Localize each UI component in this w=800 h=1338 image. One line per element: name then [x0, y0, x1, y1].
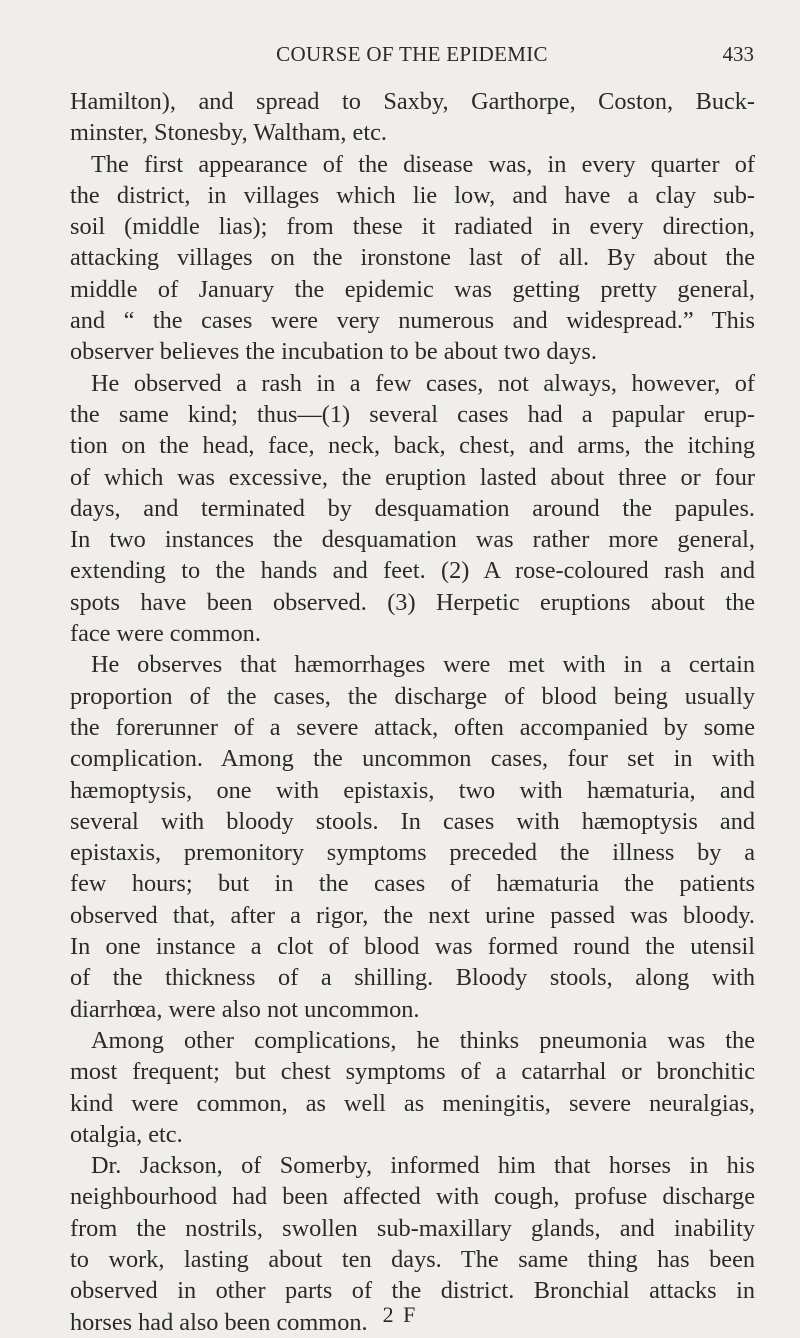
text-line: from the nostrils, swollen sub-maxillary glands, and inability — [70, 1214, 755, 1242]
text-line: He observed a rash in a few cases, not always, however, of — [91, 369, 755, 397]
text-line: and “ the cases were very numerous and widespread.” This — [70, 307, 755, 335]
text-line: attacking villages on the ironstone last of all. By about the — [70, 244, 755, 272]
text-line: In one instance a clot of blood was formed round the utensil — [70, 933, 755, 961]
text-line: soil (middle lias); from these it radiated in every direction, — [70, 213, 755, 241]
text-line: observed that, after a rigor, the next urine passed was bloody. — [70, 901, 755, 929]
text-line: hæmoptysis, one with epistaxis, two with hæmaturia, and — [70, 776, 755, 804]
text-line: proportion of the cases, the discharge of blood being usually — [70, 682, 755, 710]
text-line: extending to the hands and feet. (2) A rose-coloured rash and — [70, 557, 755, 585]
text-line: horses had also been common. — [70, 1308, 368, 1336]
text-line: middle of January the epidemic was getting pretty general, — [70, 275, 755, 303]
text-line: of the thickness of a shilling. Bloody stools, along with — [70, 964, 755, 992]
text-line: to work, lasting about ten days. The same thing has been — [70, 1245, 755, 1273]
text-line: epistaxis, premonitory symptoms preceded the illness by a — [70, 839, 755, 867]
text-line: the forerunner of a severe attack, often accompanied by some — [70, 713, 755, 741]
text-line: days, and terminated by desquamation around the papules. — [70, 494, 755, 522]
text-line: the district, in villages which lie low, and have a clay sub- — [70, 181, 755, 209]
text-line: observed in other parts of the district. Bronchial attacks in — [70, 1277, 755, 1305]
text-line: most frequent; but chest symptoms of a catarrhal or bronchitic — [70, 1058, 755, 1086]
text-line: The first appearance of the disease was, in every quarter of — [91, 150, 755, 178]
text-line: Dr. Jackson, of Somerby, informed him that horses in his — [91, 1152, 755, 1180]
body-text — [70, 86, 755, 1338]
text-line: complication. Among the uncommon cases, four set in with — [70, 745, 755, 773]
text-line: spots have been observed. (3) Herpetic eruptions about the — [70, 588, 755, 616]
text-line: Hamilton), and spread to Saxby, Garthorpe, Coston, Buck- — [70, 88, 755, 115]
running-head — [70, 42, 754, 72]
page-number: 433 — [722, 42, 754, 66]
text-line: kind were common, as well as meningitis, severe neuralgias, — [70, 1089, 755, 1117]
text-line: few hours; but in the cases of hæmaturia the patients — [70, 870, 755, 898]
text-line: several with bloody stools. In cases with hæmoptysis and — [70, 807, 755, 835]
text-line: In two instances the desquamation was rather more general, — [70, 526, 755, 554]
text-line: of which was excessive, the eruption lasted about three or four — [70, 463, 755, 491]
text-line: Among other complications, he thinks pneumonia was the — [91, 1026, 755, 1054]
text-line: diarrhœa, were also not uncommon. — [70, 995, 420, 1023]
text-line: He observes that hæmorrhages were met with in a certain — [91, 651, 755, 679]
text-line: observer believes the incubation to be about two days. — [70, 338, 597, 366]
text-line: the same kind; thus—(1) several cases had a papular erup- — [70, 400, 755, 428]
text-line: tion on the head, face, neck, back, chest, and arms, the itching — [70, 432, 755, 460]
text-line: neighbourhood had been affected with cough, profuse discharge — [70, 1183, 755, 1211]
text-line: face were common. — [70, 620, 261, 648]
text-line: minster, Stonesby, Waltham, etc. — [70, 119, 387, 147]
text-line: otalgia, etc. — [70, 1120, 183, 1148]
running-head-title: COURSE OF THE EPIDEMIC — [276, 42, 548, 66]
printer-signature-mark: 2 F — [382, 1302, 418, 1327]
